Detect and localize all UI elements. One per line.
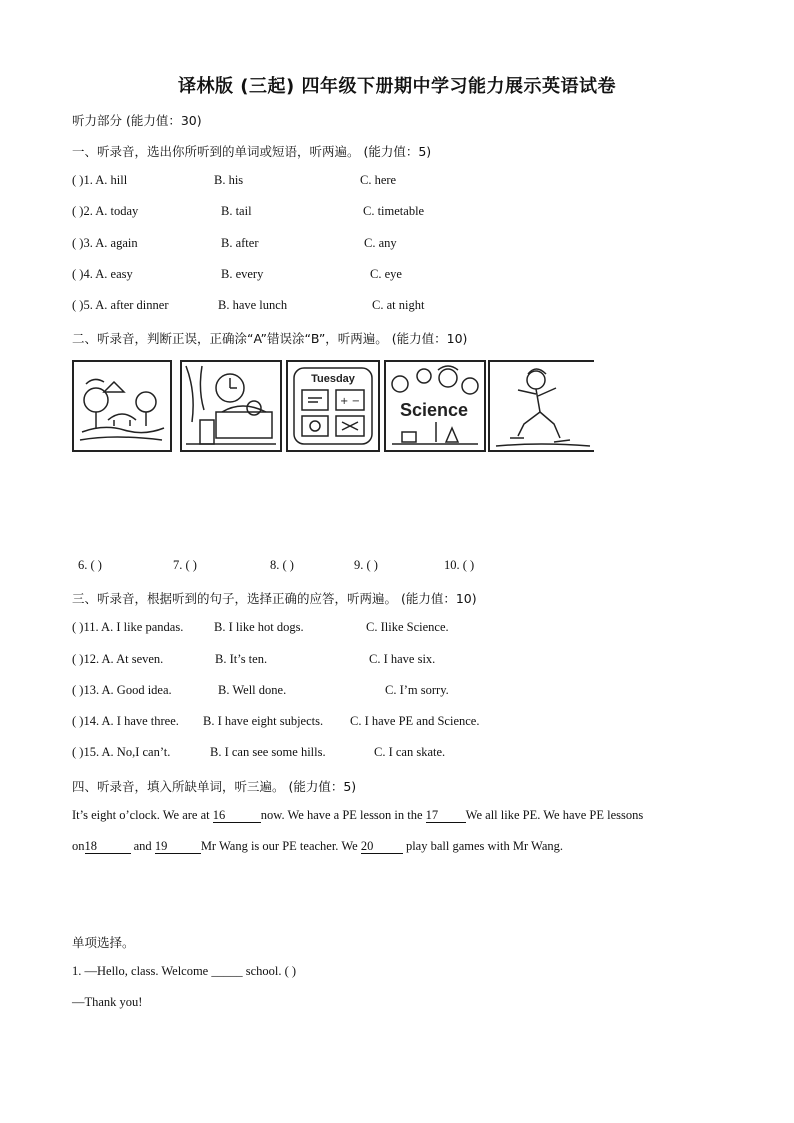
science-class-icon xyxy=(384,360,486,452)
q5-option-c: C. at night xyxy=(372,298,425,312)
section-2-heading: 二、听录音，判断正误，正确涂“A”错误涂“B”，听两遍。 (能力值：10) xyxy=(72,331,468,346)
q3-option-a: ( )3. A. again xyxy=(72,236,138,250)
q5-option-a: ( )5. A. after dinner xyxy=(72,298,169,312)
science-label: Science xyxy=(399,400,469,420)
blank-20[interactable]: 20 xyxy=(361,840,403,854)
mc-question-1-reply: —Thank you! xyxy=(72,995,143,1009)
blank-17[interactable]: 17 xyxy=(426,809,466,823)
tuesday-timetable-icon xyxy=(286,360,380,452)
q11-option-c: C. Ilike Science. xyxy=(366,620,449,634)
tuesday-label: Tuesday xyxy=(311,373,355,385)
q13-option-b: B. Well done. xyxy=(218,683,287,697)
q15-option-c: C. I can skate. xyxy=(374,745,446,759)
q15-option-a: ( )15. A. No,I can’t. xyxy=(72,745,171,759)
cloze-line-2 xyxy=(72,839,563,854)
q13-option-a: ( )13. A. Good idea. xyxy=(72,683,172,697)
mc-question-1: 1. —Hello, class. Welcome _____ school. ( ) xyxy=(72,964,297,978)
blank-19[interactable]: 19 xyxy=(155,840,201,854)
cloze-text: play ball games with Mr Wang. xyxy=(402,839,564,853)
blank-16[interactable]: 16 xyxy=(213,809,261,823)
q2-option-b: B. tail xyxy=(221,204,252,218)
q14-option-a: ( )14. A. I have three. xyxy=(72,714,179,728)
q4-option-b: B. every xyxy=(221,267,264,281)
cloze-text: and xyxy=(130,839,155,853)
q15-option-b: B. I can see some hills. xyxy=(210,745,326,759)
cloze-text: It’s eight o’clock. We are at xyxy=(72,808,213,822)
q2-option-c: C. timetable xyxy=(363,204,425,218)
q2-option-a: ( )2. A. today xyxy=(72,204,139,218)
listening-header: 听力部分 (能力值：30) xyxy=(72,113,202,128)
q12-option-c: C. I have six. xyxy=(369,652,436,666)
section-3-heading: 三、听录音，根据听到的句子，选择正确的应答，听两遍。 (能力值：10) xyxy=(72,591,477,606)
answer-10[interactable]: 10. ( ) xyxy=(444,558,475,572)
cloze-line-1 xyxy=(72,808,643,823)
answer-8[interactable]: 8. ( ) xyxy=(270,558,294,572)
q14-option-b: B. I have eight subjects. xyxy=(203,714,324,728)
q5-option-b: B. have lunch xyxy=(218,298,288,312)
q4-option-c: C. eye xyxy=(370,267,402,281)
q1-option-b: B. his xyxy=(214,173,244,187)
section-1-heading: 一、听录音，选出你所听到的单词或短语，听两遍。 (能力值：5) xyxy=(72,144,432,159)
q11-option-a: ( )11. A. I like pandas. xyxy=(72,620,184,634)
cloze-text: Mr Wang is our PE teacher. We xyxy=(200,839,361,853)
svg-text:+ −: + − xyxy=(340,396,360,407)
q12-option-b: B. It’s ten. xyxy=(215,652,268,666)
answer-9[interactable]: 9. ( ) xyxy=(354,558,378,572)
section-4-heading: 四、听录音，填入所缺单词，听三遍。 (能力值：5) xyxy=(72,779,357,794)
q1-option-a: ( )1. A. hill xyxy=(72,173,128,187)
picture-strip xyxy=(72,360,592,450)
blank-18[interactable]: 18 xyxy=(85,840,131,854)
q4-option-a: ( )4. A. easy xyxy=(72,267,133,281)
q13-option-c: C. I’m sorry. xyxy=(385,683,449,697)
q11-option-b: B. I like hot dogs. xyxy=(214,620,304,634)
q12-option-a: ( )12. A. At seven. xyxy=(72,652,164,666)
answer-7[interactable]: 7. ( ) xyxy=(173,558,197,572)
q1-option-c: C. here xyxy=(360,173,397,187)
cloze-text: now. We have a PE lesson in the xyxy=(260,808,426,822)
page-title: 译林版 (三起) 四年级下册期中学习能力展示英语试卷 xyxy=(178,76,616,97)
q3-option-c: C. any xyxy=(364,236,397,250)
answer-6[interactable]: 6. ( ) xyxy=(78,558,102,572)
q14-option-c: C. I have PE and Science. xyxy=(350,714,480,728)
clock-bedroom-icon xyxy=(180,360,282,452)
park-landscape-icon xyxy=(72,360,172,452)
skating-boy-icon xyxy=(488,360,594,452)
q3-option-b: B. after xyxy=(221,236,259,250)
section-5-heading: 单项选择。 xyxy=(72,935,135,950)
cloze-text: We all like PE. We have PE lessons xyxy=(465,808,644,822)
cloze-text: on xyxy=(72,839,85,853)
